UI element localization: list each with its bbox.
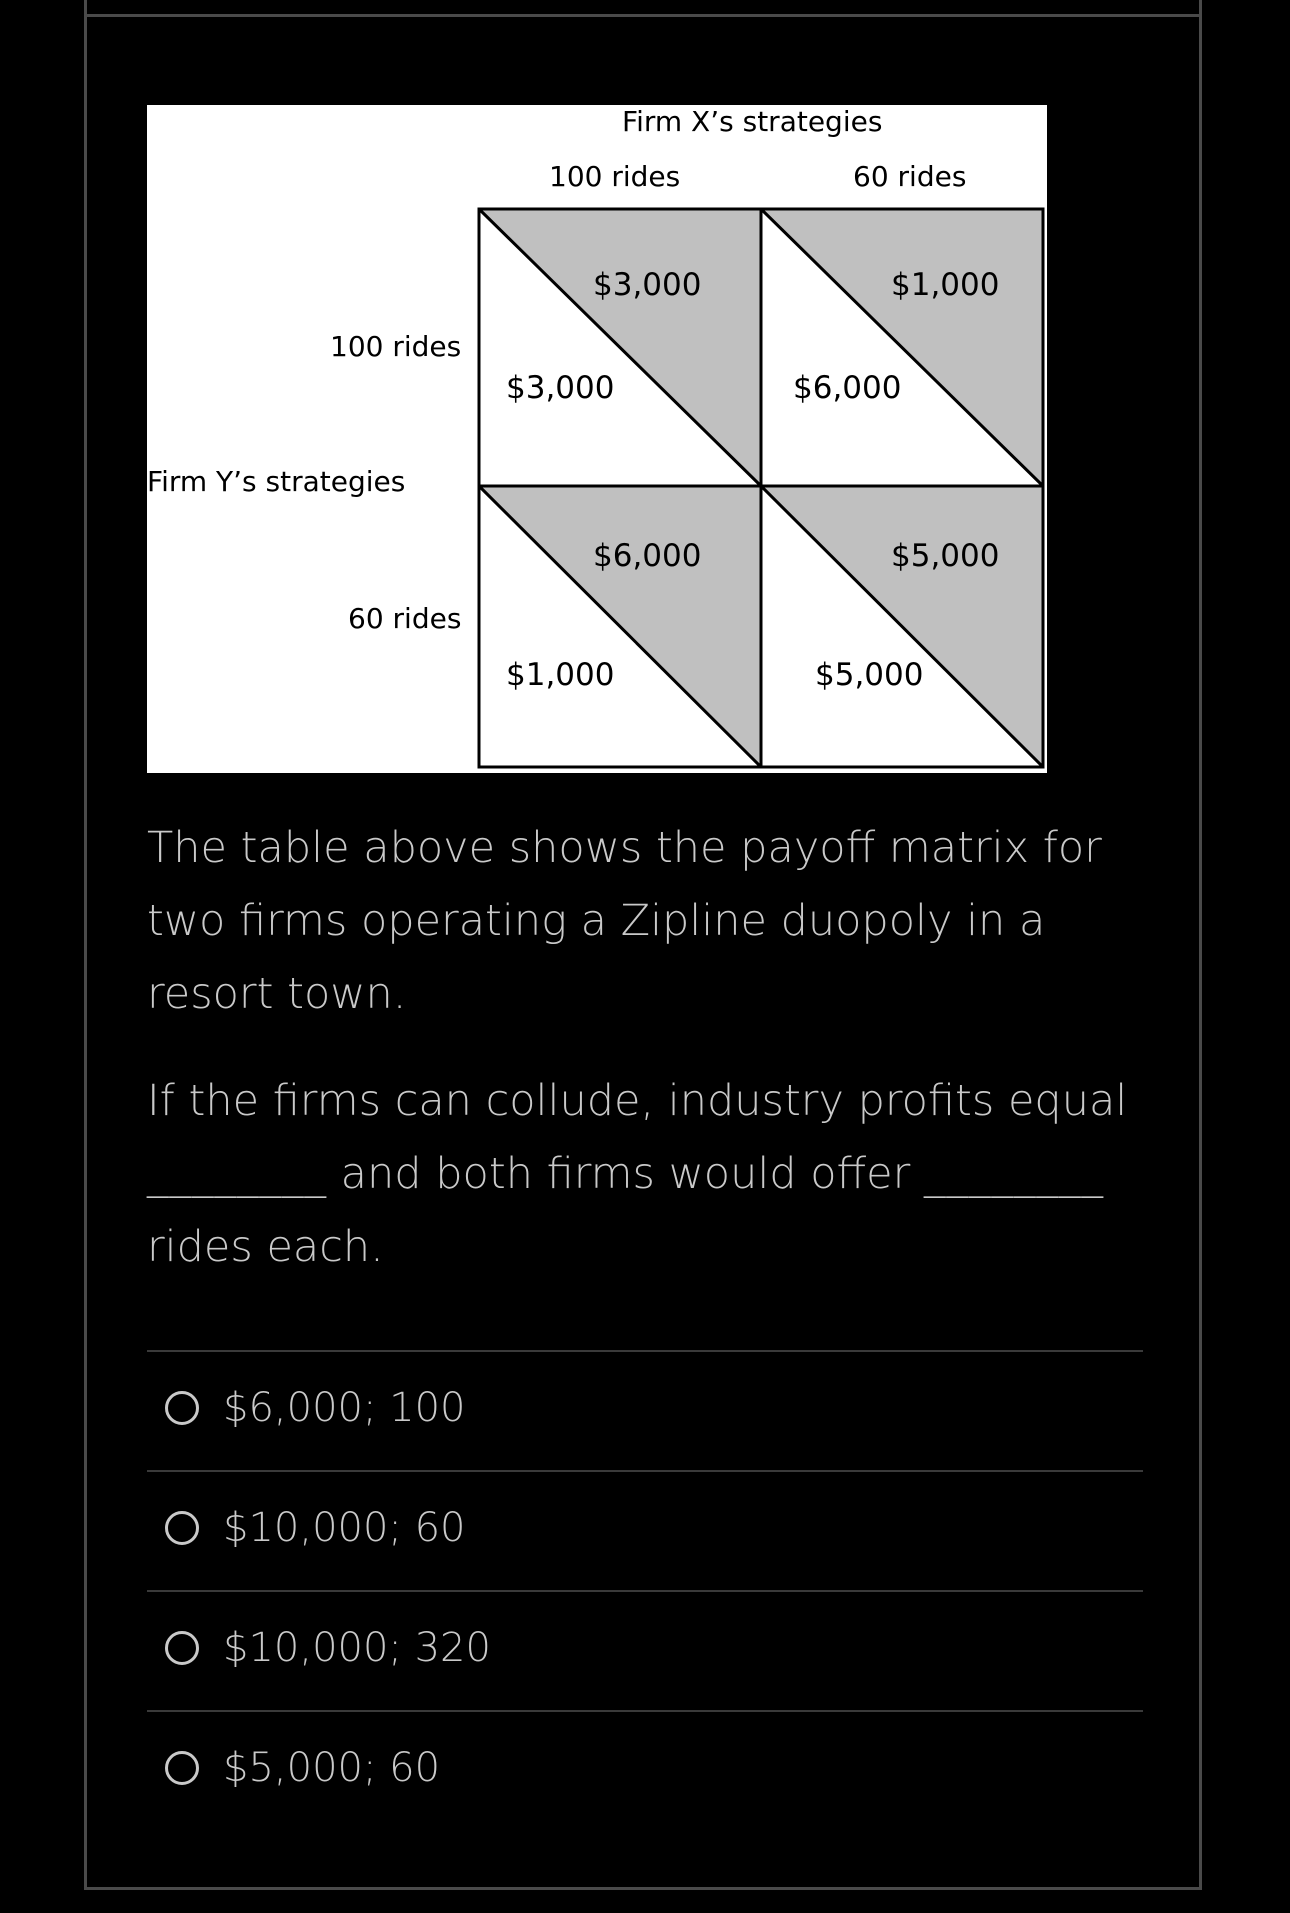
payoff-matrix	[147, 105, 1047, 773]
row-label-60: 60 rides	[348, 602, 462, 635]
col-label-100: 100 rides	[549, 160, 681, 193]
option-3[interactable]	[147, 1598, 1143, 1698]
question-intro: The table above shows the payoff matrix for two firms operating a Zipline duopoly in a resort town.	[147, 823, 1102, 1019]
col-label-60: 60 rides	[853, 160, 967, 193]
option-2[interactable]	[147, 1478, 1143, 1578]
option-label: $10,000; 60	[223, 1505, 466, 1551]
prompt-part-1: If the firms can collude, industry profits equal	[147, 1076, 1128, 1126]
cell-3-x-payoff: $6,000	[593, 538, 702, 574]
option-divider	[147, 1590, 1143, 1592]
option-divider	[147, 1470, 1143, 1472]
option-label: $5,000; 60	[223, 1745, 441, 1791]
firm-y-header: Firm Y’s strategies	[147, 465, 406, 498]
option-4[interactable]	[147, 1718, 1143, 1818]
radio-icon[interactable]	[165, 1511, 199, 1545]
row-label-100: 100 rides	[330, 330, 462, 363]
question-prompt	[147, 1065, 1147, 1284]
option-divider	[147, 1710, 1143, 1712]
radio-icon[interactable]	[165, 1751, 199, 1785]
answer-blank-2: ________	[923, 1149, 1104, 1199]
cell-2-y-payoff: $6,000	[793, 370, 902, 406]
cell-3-y-payoff: $1,000	[506, 657, 615, 693]
cell-1-y-payoff: $3,000	[506, 370, 615, 406]
answer-blank-1: ________	[147, 1149, 327, 1199]
cell-4-y-payoff: $5,000	[815, 657, 924, 693]
cell-4-x-payoff: $5,000	[891, 538, 1000, 574]
prompt-part-2: and both firms would offer	[340, 1149, 911, 1199]
option-divider	[147, 1350, 1143, 1352]
top-divider	[84, 14, 1202, 17]
cell-1-x-payoff: $3,000	[593, 267, 702, 303]
option-1[interactable]	[147, 1358, 1143, 1458]
prompt-part-3: rides each.	[147, 1222, 384, 1272]
cell-2-x-payoff: $1,000	[891, 267, 1000, 303]
radio-icon[interactable]	[165, 1631, 199, 1665]
radio-icon[interactable]	[165, 1391, 199, 1425]
option-label: $6,000; 100	[223, 1385, 466, 1431]
option-label: $10,000; 320	[223, 1625, 491, 1671]
firm-x-header: Firm X’s strategies	[622, 105, 883, 138]
